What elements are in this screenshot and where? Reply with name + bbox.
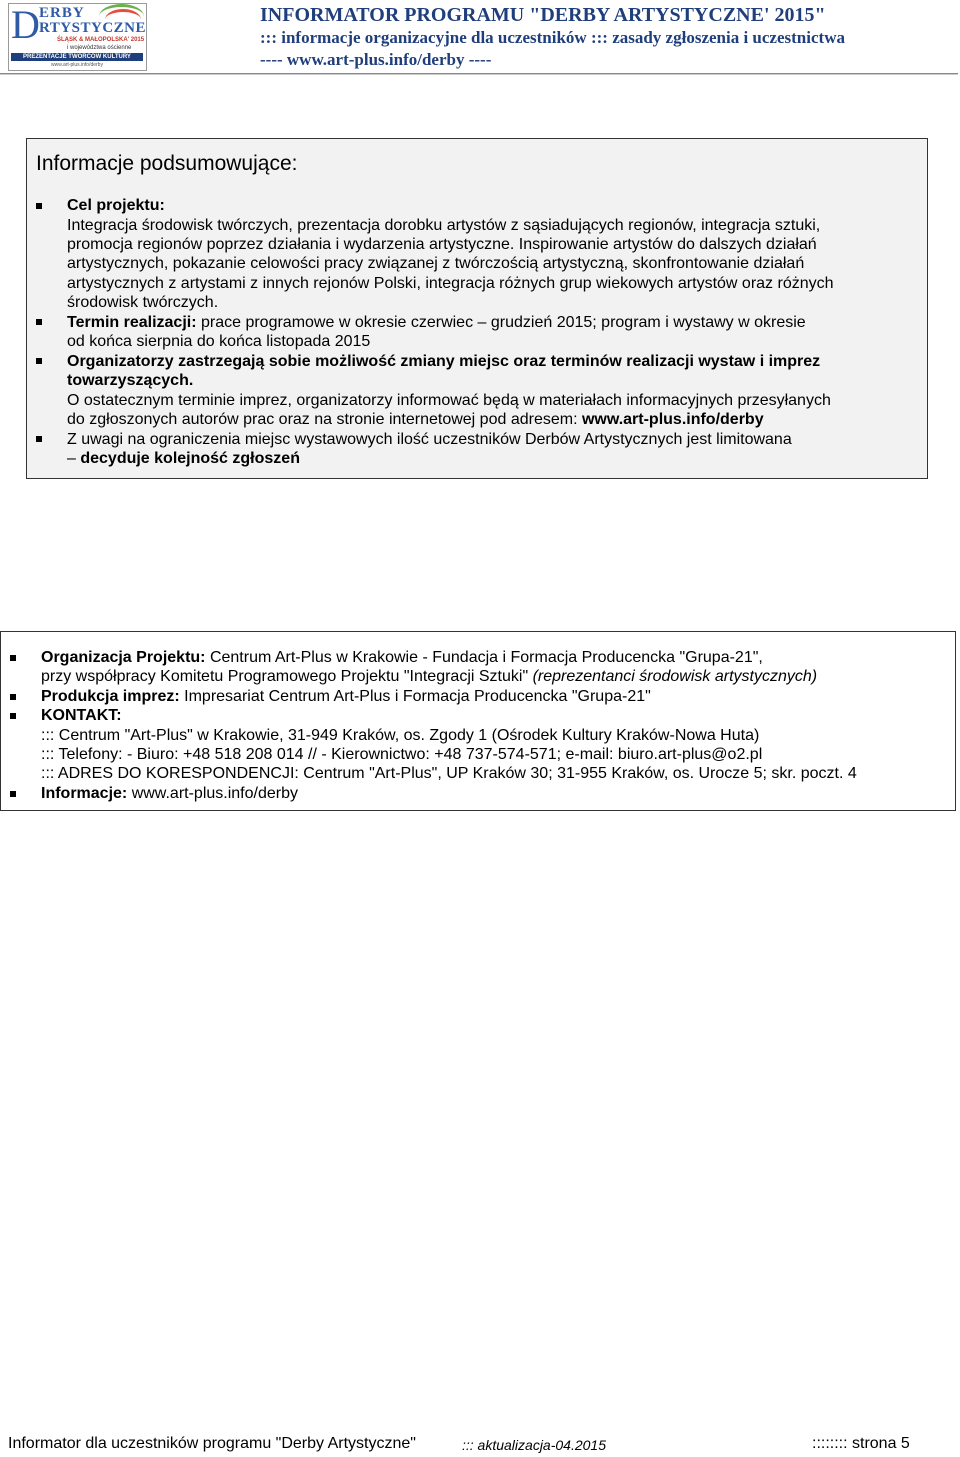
final-term-url[interactable]: www.art-plus.info/derby [581,411,764,428]
final-term-line: O ostatecznym terminie imprez, organizatorzy informować będą w materiałach informacyjnych przesyłanych [67,392,831,409]
contact-address: ::: Centrum "Art-Plus" w Krakowie, 31-949 Kraków, os. Zgody 1 (Ośrodek Kultury Kraków-Nowa Huta) [41,727,760,744]
bullet-square [36,203,42,209]
term-text: prace programowe w okresie czerwiec – grudzień 2015; program i wystawy w okresie [196,314,806,331]
term-line [67,313,806,332]
limit-line-2 [67,449,300,468]
limit-emphasis: decyduje kolejność zgłoszeń [80,450,300,467]
logo-url: www.art-plus.info/derby [51,62,103,68]
organization-cooperation: przy współpracy Komitetu Programowego Projektu "Integracji Sztuki" [41,668,533,685]
bullet-square [10,791,16,797]
bullet-square [10,655,16,661]
header-divider [0,73,958,74]
bullet-square [36,358,42,364]
header-title: INFORMATOR PROGRAMU "DERBY ARTYSTYCZNE' 2015" [260,4,826,26]
header-subtitle: ::: informacje organizacyjne dla uczestników ::: zasady zgłoszenia i uczestnictwa [260,28,845,47]
bullet-square [36,436,42,442]
bullet-square [10,713,16,719]
limit-line: Z uwagi na ograniczenia miejsc wystawowych ilość uczestników Derbów Artystycznych jest limitowana [67,431,792,448]
goal-line: promocja regionów poprzez działania i wydarzenia artystyczne. Inspirowanie artystów do dalszych działań [67,236,817,253]
header-link[interactable]: ---- www.art-plus.info/derby ---- [260,50,492,69]
contact-box [0,631,956,811]
production-text: Impresariat Centrum Art-Plus i Formacja Producencka "Grupa-21" [179,688,651,705]
contact-label: KONTAKT: [41,707,122,724]
organization-line-2 [41,667,817,686]
logo-artystyczne: RTYSTYCZNE [39,20,146,36]
final-term-line-2 [67,410,764,429]
summary-title: Informacje podsumowujące: [36,152,298,175]
organization-note: (reprezentanci środowisk artystycznych) [532,668,818,685]
page-footer [0,1434,960,1454]
limit-dash: – [67,450,81,467]
reserve-line-2: towarzyszących. [67,372,194,389]
final-term-text: do zgłoszonych autorów prac oraz na stronie internetowej pod adresem: [67,411,582,428]
logo-letter-d: D [11,3,40,47]
goal-line: Integracja środowisk twórczych, prezentacja dorobku artystów z sąsiadujących regionów, integracja sztuki, [67,217,821,234]
bullet-square [10,694,16,700]
term-label: Termin realizacji: [67,314,197,331]
logo-bar: PREZENTACJE TWÓRCÓW KULTURY [11,53,143,61]
info-line [41,784,298,803]
production-label: Produkcja imprez: [41,688,180,705]
logo-region: ŚLĄSK & MAŁOPOLSKA' 2015 [57,37,145,43]
page-header [0,0,960,74]
organization-text: Centrum Art-Plus w Krakowie - Fundacja i Formacja Producencka "Grupa-21", [205,649,763,666]
footer-update: ::: aktualizacja-04.2015 [462,1437,606,1453]
info-url[interactable]: www.art-plus.info/derby [127,785,298,802]
goal-line: środowisk twórczych. [67,294,219,311]
goal-line: artystycznych z artystami z innych rejonów Polski, integracja różnych grup wiekowych artystów oraz różnych [67,275,834,292]
footer-title: Informator dla uczestników programu "Derby Artystyczne" [8,1435,416,1452]
contact-mail-address: ::: ADRES DO KORESPONDENCJI: Centrum "Art-Plus", UP Kraków 30; 31-955 Kraków, os. Urocze 5; skr. poczt. 4 [41,765,857,782]
logo-derby: ERBY [39,5,85,21]
contact-phones: ::: Telefony: - Biuro: +48 518 208 014 // - Kierownictwo: +48 737-574-571; e-mail: biuro.art-plus@o2.pl [41,746,763,763]
organization-line [41,648,763,667]
info-label: Informacje: [41,785,128,802]
reserve-line: Organizatorzy zastrzegają sobie możliwość zmiany miejsc oraz terminów realizacji wystaw i imprez [67,353,821,370]
organization-label: Organizacja Projektu: [41,649,206,666]
derby-logo [8,3,147,71]
bullet-square [36,319,42,325]
logo-voivodeship: i województwa ościenne [67,45,132,51]
goal-label: Cel projektu: [67,197,165,214]
footer-page-number: :::::::: strona 5 [812,1435,910,1452]
goal-line: artystycznych, pokazanie celowości pracy związanej z twórczością artystyczną, skonfrontowanie działań [67,255,805,272]
term-line-2: od końca sierpnia do końca listopada 2015 [67,333,371,350]
summary-box [26,138,928,479]
production-line [41,687,651,706]
